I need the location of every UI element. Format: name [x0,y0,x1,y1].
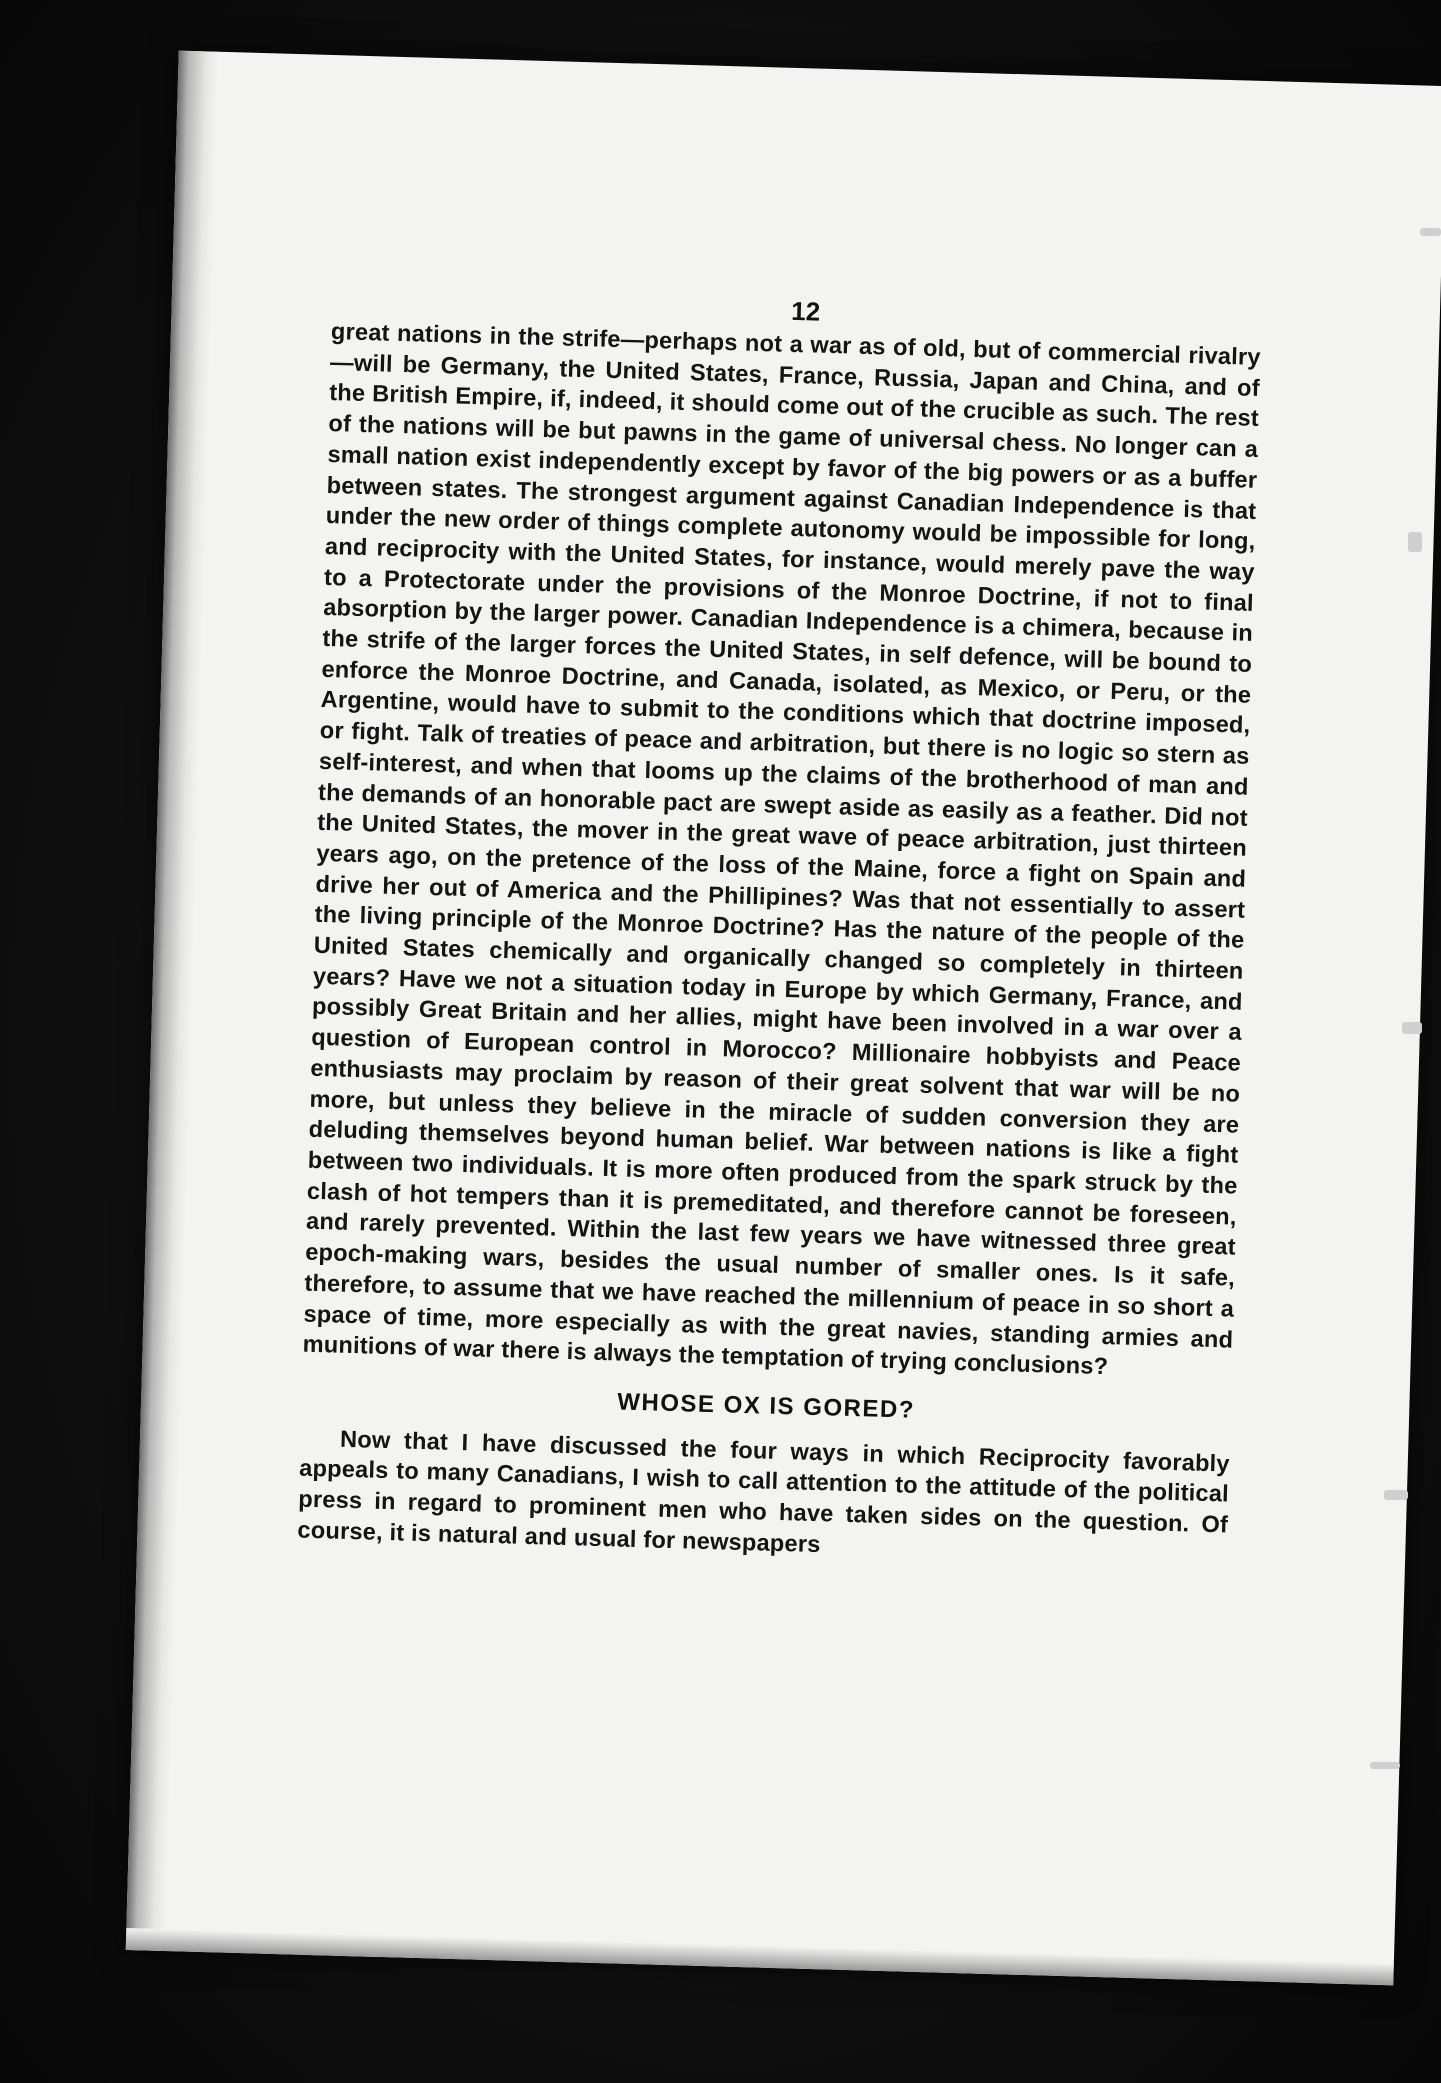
scan-edge-mark [1402,1022,1422,1034]
page-bottom-shadow [126,1928,1394,1985]
scan-edge-mark [1384,1490,1408,1500]
page-binding-edge [126,51,219,1951]
scan-edge-mark [1370,1762,1400,1769]
book-page [126,51,1441,1986]
page-number: 12 [790,295,821,327]
section-heading: WHOSE OX IS GORED? [616,1388,916,1424]
body-paragraph: Now that I have discussed the four ways in which Reciprocity favorably appeals to many Canadians, I wish to call attention to the attitude of the political press in regard to prominent men who have taken sides on the question. Of course, it is natural and usual for newspapers [297,1426,1231,1558]
body-paragraph: great nations in the strife—perhaps not a war as of old, but of commercial rivalry—will be Germany, the United States, France, Russia, Japan and China, and of the British Empire, if, indeed, it should come out of the crucible as such. The rest of the nations will be but pawns in the game of universal chess. No longer can a small nation exist independently except by favor of the big powers or as a buffer between states. The strongest argument against Canadian Independence is that under the new order of things complete autonomy would be impossible for long, and reciprocity with the United States, for instance, would merely pave the way to a Protectorate under the provisions of the Monroe Doctrine, if not to final absorption by the larger power. Canadian Independence is a chimera, because in the strife of the larger forces the United States, in self defence, will be bound to enforce the Monroe Doctrine, and Canada, isolated, as Mexico, or Peru, or the Argentine, would have to submit to the conditions which that doctrine imposed, or fight. Talk of treaties of peace and arbitration, but there is no logic so stern as self-interest, and when that looms up the claims of the brotherhood of man and the demands of an honorable pact are swept aside as easily as a feather. Did not the United States, the mover in the great wave of peace arbitration, just thirteen years ago, on the pretence of the loss of the Maine, force a fight on Spain and drive her out of America and the Phillipines? Was that not essentially to assert the living principle of the Monroe Doctrine? Has the nature of the people of the United States chemically and organically changed so completely in thirteen years? Have we not a situation today in Europe by which Germany, France, and possibly Great Britain and her allies, might have been involved in a war over a question of European control in Morocco? Millionaire hobbyists and Peace enthusiasts may proclaim by reason of their great solvent that war will be no more, but unless they believe in the miracle of sudden conversion they are deluding themselves beyond human belief. War between nations is like a fight between two individuals. It is more often produced from the spark struck by the clash of hot tempers than it is premeditated, and therefore cannot be foreseen, and rarely prevented. Within the last few years we have witnessed three great epoch-making wars, besides the usual number of smaller ones. Is it safe, therefore, to assume that we have reached the millennium of peace in so short a space of time, more especially as with the great navies, standing armies and munitions of war there is always the temptation of trying conclusions? [302,319,1261,1381]
page-body [297,317,1261,1572]
scan-edge-mark [1408,532,1422,552]
scan-edge-mark [1420,228,1441,236]
